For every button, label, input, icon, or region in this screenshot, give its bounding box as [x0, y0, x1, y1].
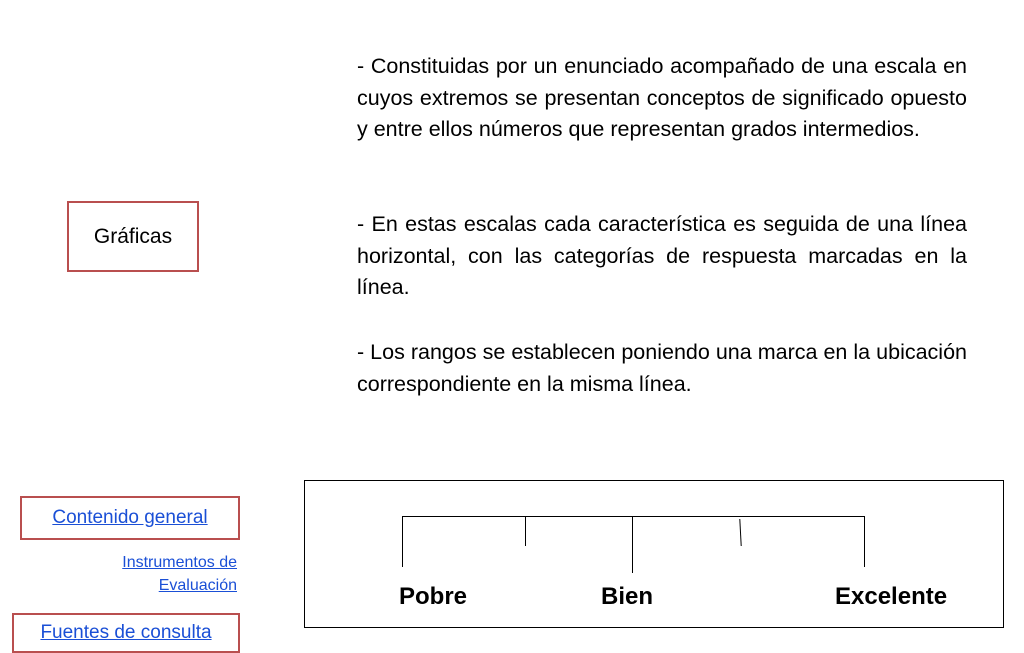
instrumentos-evaluacion-link[interactable]	[90, 551, 237, 597]
fuentes-consulta-button[interactable]	[12, 613, 240, 653]
scale-horizontal-line	[402, 516, 864, 517]
scale-label-excelente: Excelente	[835, 583, 948, 610]
contenido-general-link[interactable]: Contenido general	[52, 507, 208, 528]
paragraph-description: - Constituidas por un enunciado acompañado de una escala en cuyos extremos se presentan conceptos de significado opuesto y entre ellos números que representan grados intermedios.	[357, 54, 967, 141]
scale-tick-intermediate-1	[525, 516, 526, 546]
contenido-general-button[interactable]	[20, 496, 240, 540]
section-label: Gráficas	[93, 224, 173, 248]
instrumentos-line1[interactable]: Instrumentos de	[122, 554, 237, 571]
paragraph-ranges: - Los rangos se establecen poniendo una marca en la ubicación correspondiente en la misma línea.	[357, 340, 967, 396]
paragraph-horizontal-line: - En estas escalas cada característica es seguida de una línea horizontal, con las categorías de respuesta marcadas en la línea.	[357, 212, 967, 299]
scale-label-bien: Bien	[601, 583, 654, 610]
section-label-box	[67, 201, 199, 272]
scale-tick-intermediate-2	[739, 519, 741, 546]
fuentes-consulta-link[interactable]: Fuentes de consulta	[40, 622, 212, 643]
scale-tick-pobre	[402, 516, 403, 567]
scale-tick-excelente	[864, 516, 865, 567]
rating-scale-figure	[304, 480, 1004, 628]
scale-tick-bien	[632, 516, 633, 573]
scale-label-pobre: Pobre	[399, 583, 468, 610]
instrumentos-line2[interactable]: Evaluación	[158, 577, 237, 594]
